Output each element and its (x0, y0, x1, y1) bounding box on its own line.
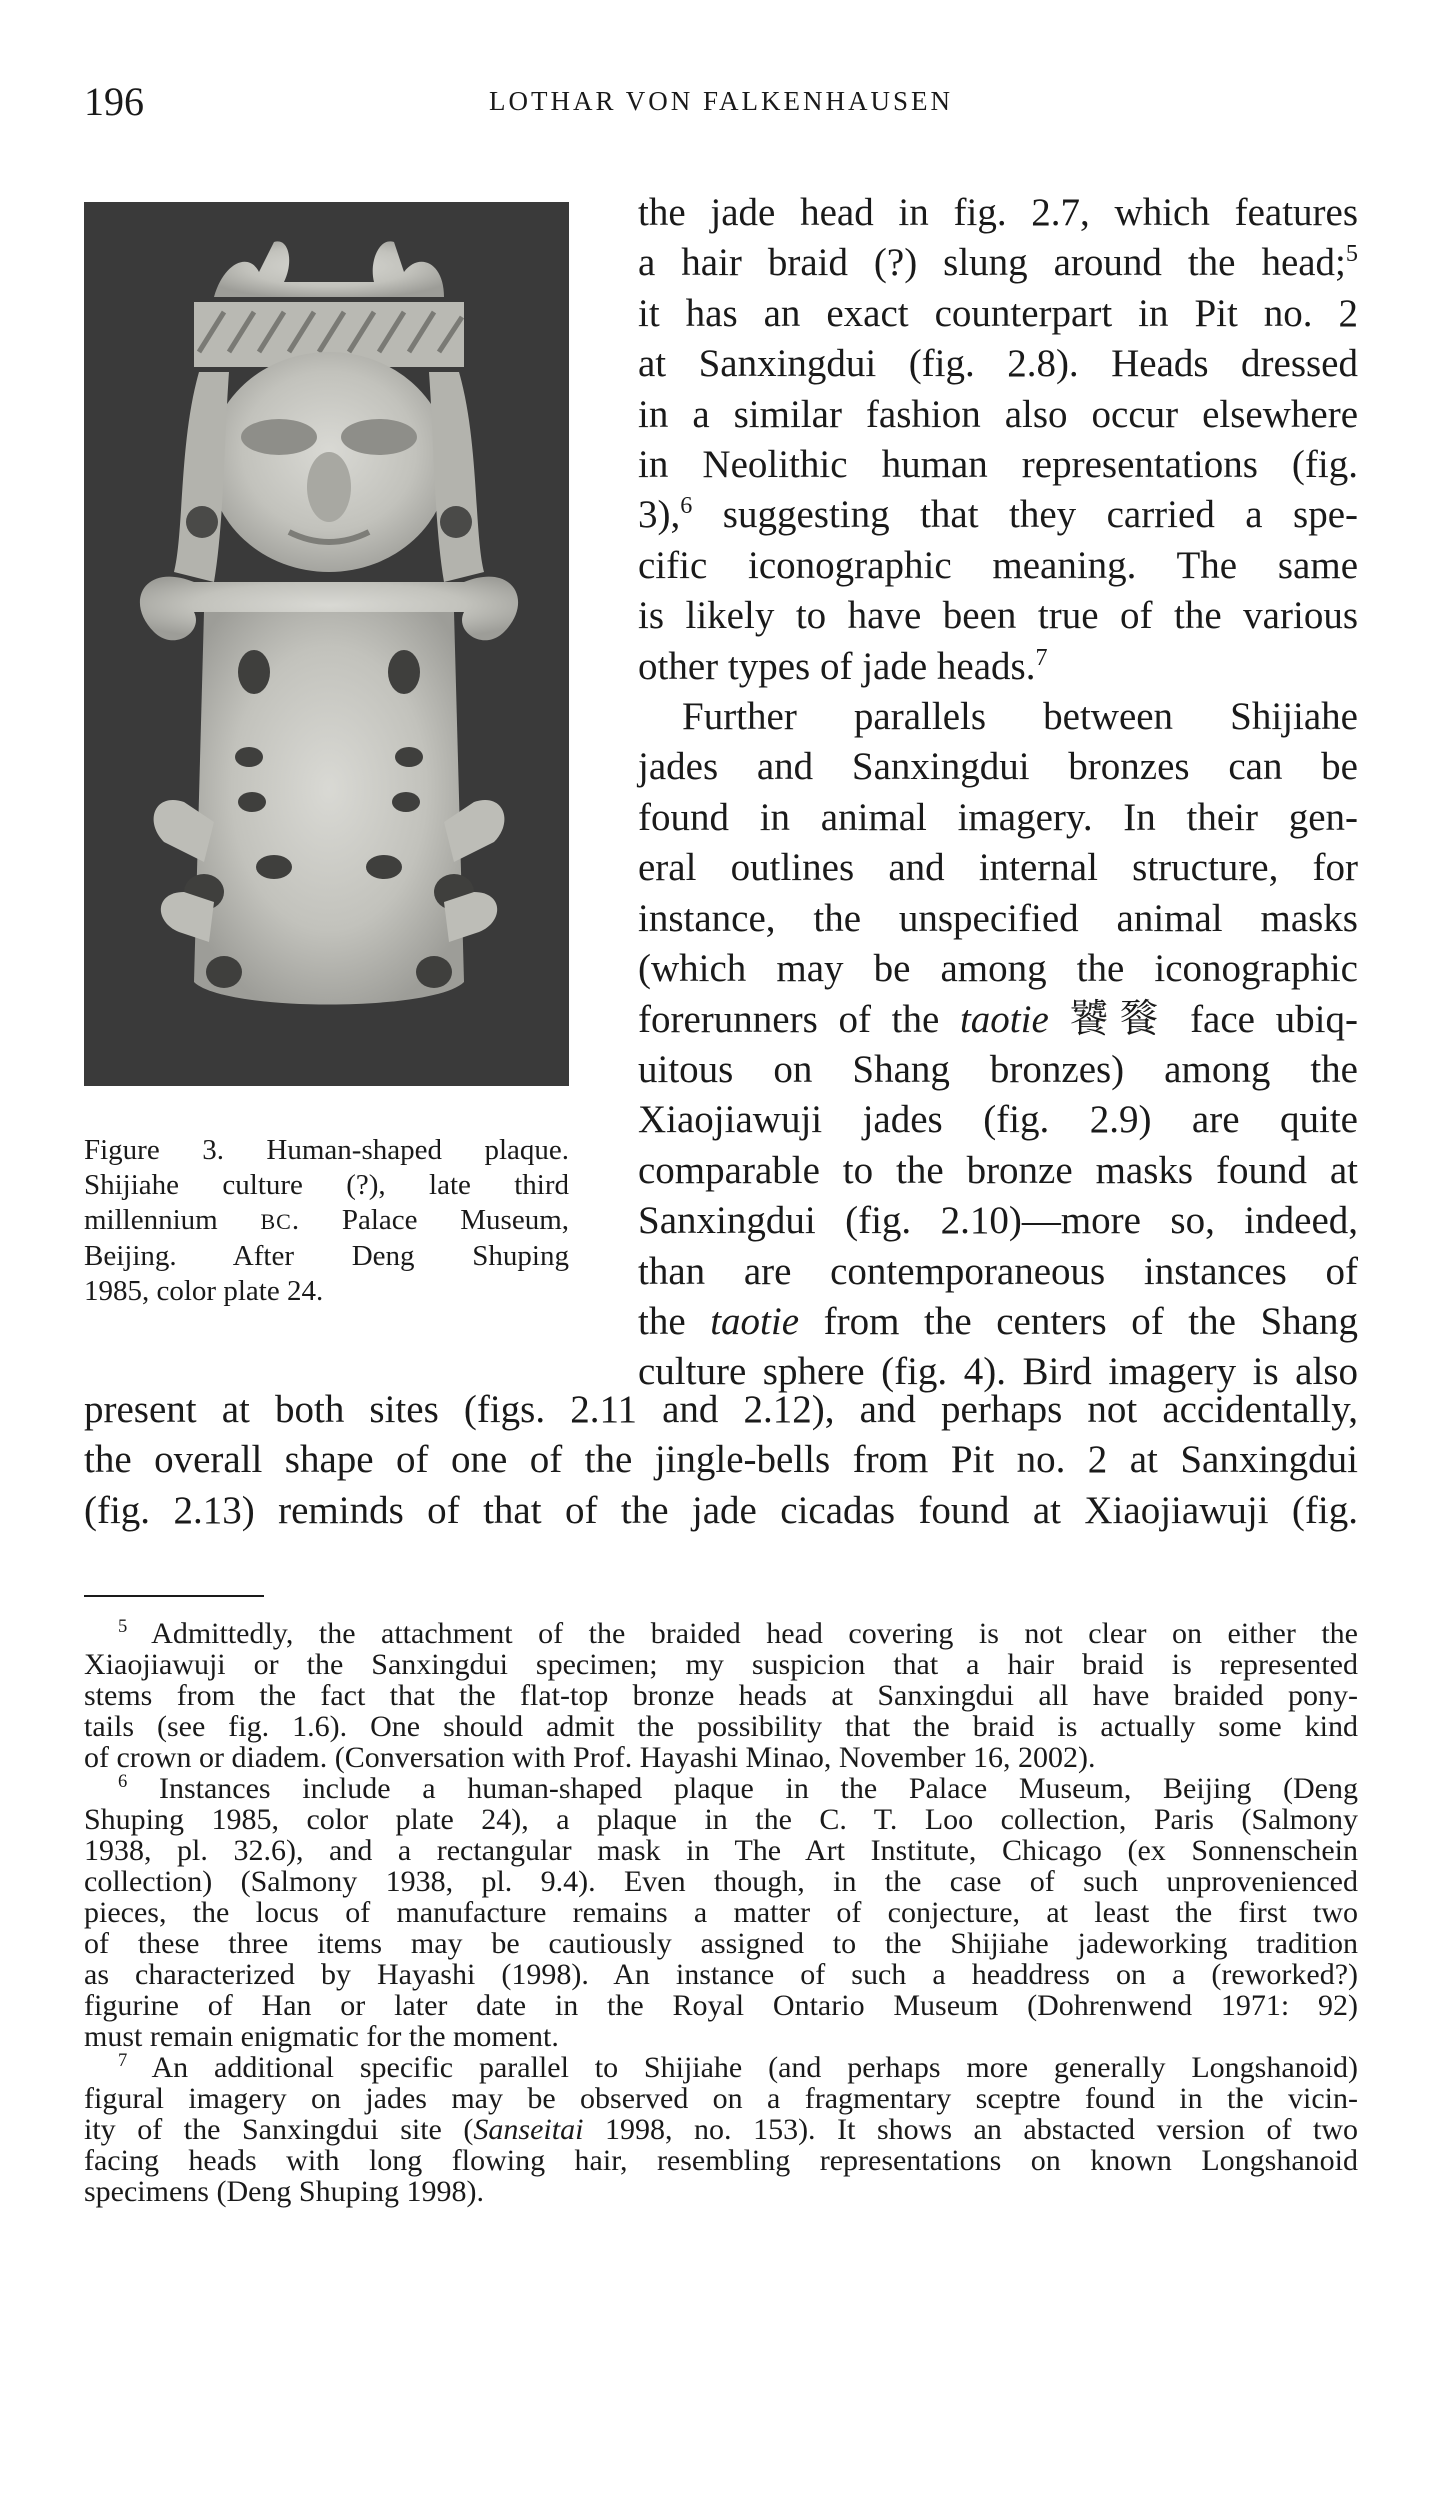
text-line: the taotie from the centers of the Shang (638, 1299, 1358, 1343)
footnote-marker: 5 (118, 1616, 128, 1637)
footnote-line: $^6$ Instances include a human-shaped plaque in the Palace Museum, Beijing (Deng (118, 1771, 1358, 1805)
footnote-line: of crown or diadem. (Conversation with Prof. Hayashi Minao, November 16, 2002). (84, 1741, 1096, 1774)
body-text-full-width (84, 1385, 1358, 1536)
text-line: in a similar fashion also occur elsewhere (638, 392, 1358, 436)
text-line: other types of jade heads.$^7$ (638, 643, 1048, 688)
caption-line: 1985, color plate 24. (84, 1275, 324, 1307)
body-text-right-column (638, 188, 1358, 1398)
caption-line: Beijing. After Deng Shuping (84, 1240, 569, 1272)
footnote-line: as characterized by Hayashi (1998). An instance of such a headdress on a (reworked?) (84, 1958, 1358, 1991)
footnote-ref: 7 (1035, 643, 1048, 671)
footnote-line: 1938, pl. 32.6), and a rectangular mask in The Art Institute, Chicago (ex Sonnenschein (84, 1834, 1358, 1867)
text-line: Xiaojiawuji jades (fig. 2.9) are quite (638, 1098, 1358, 1142)
text-line: is likely to have been true of the various (638, 594, 1358, 638)
text-line: uitous on Shang bronzes) among the (638, 1047, 1358, 1091)
text-line: it has an exact counterpart in Pit no. 2 (638, 291, 1358, 335)
text-line: eral outlines and internal structure, for (638, 846, 1358, 890)
text-line: present at both sites (figs. 2.11 and 2.12), and perhaps not accidentally, (84, 1388, 1358, 1431)
footnote-ref: 5 (1345, 240, 1358, 268)
text-line: than are contemporaneous instances of (638, 1249, 1358, 1293)
footnote-line: $^5$ Admittedly, the attachment of the braided head covering is not clear on either the (118, 1616, 1358, 1650)
footnote-separator (84, 1595, 264, 1597)
text-line: culture sphere (fig. 4). Bird imagery is also (638, 1350, 1358, 1394)
text-line: Further parallels between Shijiahe (682, 695, 1358, 739)
footnote-line: collection) (Salmony 1938, pl. 9.4). Even though, in the case of such unprovenienced (84, 1865, 1358, 1898)
jade-human-plaque-photograph-icon (84, 202, 569, 1086)
footnote-line: figurine of Han or later date in the Royal Ontario Museum (Dohrenwend 1971: 92) (84, 1989, 1358, 2022)
text-line: Sanxingdui (fig. 2.10)—more so, indeed, (638, 1199, 1358, 1243)
text-line: jades and Sanxingdui bronzes can be (638, 745, 1358, 789)
text-line: a hair braid (?) slung around the head;$^5$ (638, 240, 1358, 285)
footnote-7 (84, 2052, 1358, 2207)
footnote-line: pieces, the locus of manufacture remains a matter of conjecture, at least the first two (84, 1896, 1358, 1929)
footnote-line: Xiaojiawuji or the Sanxingdui specimen; my suspicion that a hair braid is represented (84, 1648, 1358, 1681)
text-line: at Sanxingdui (fig. 2.8). Heads dressed (638, 342, 1358, 386)
text-line: in Neolithic human representations (fig. (638, 443, 1358, 487)
footnote-line: specimens (Deng Shuping 1998). (84, 2175, 484, 2208)
footnote-line: tails (see fig. 1.6). One should admit the possibility that the braid is actually some kind (84, 1710, 1358, 1743)
footnote-line: ity of the Sanxingdui site (Sanseitai 1998, no. 153). It shows an abstacted version of two (84, 2113, 1358, 2146)
text-line: found in animal imagery. In their gen- (638, 795, 1358, 839)
footnote-marker: 6 (118, 1771, 128, 1792)
text-line: comparable to the bronze masks found at (638, 1148, 1358, 1192)
footnote-line: must remain enigmatic for the moment. (84, 2020, 559, 2053)
running-head: LOTHAR VON FALKENHAUSEN (489, 86, 953, 116)
text-line: (fig. 2.13) reminds of that of the jade cicadas found at Xiaojiawuji (fig. (84, 1488, 1358, 1532)
figure-3-photograph (84, 202, 569, 1086)
figure-caption (84, 1133, 569, 1309)
caption-line: Shijiahe culture (?), late third (84, 1169, 569, 1201)
caption-line: Figure 3. Human-shaped plaque. (84, 1134, 569, 1166)
text-line: 3),$^6$ suggesting that they carried a spe- (638, 492, 1358, 537)
footnote-line: $^7$ An additional specific parallel to Shijiahe (and perhaps more generally Longshanoid) (118, 2050, 1358, 2084)
footnote-line: Shuping 1985, color plate 24), a plaque in the C. T. Loo collection, Paris (Salmony (84, 1803, 1358, 1836)
text-line: (which may be among the iconographic (638, 947, 1358, 991)
footnote-line: facing heads with long flowing hair, resembling representations on known Longshanoid (84, 2144, 1358, 2177)
footnotes (84, 1618, 1358, 2207)
text-line: the overall shape of one of the jingle-bells from Pit no. 2 at Sanxingdui (84, 1438, 1358, 1482)
footnote-5 (84, 1618, 1358, 1773)
text-line: cific iconographic meaning. The same (638, 543, 1358, 587)
footnote-line: of these three items may be cautiously assigned to the Shijiahe jadeworking tradition (84, 1927, 1358, 1960)
text-line: instance, the unspecified animal masks (638, 896, 1358, 940)
caption-line: millennium BC. Palace Museum, (84, 1204, 569, 1236)
footnote-ref: 6 (680, 492, 693, 520)
footnote-marker: 7 (118, 2050, 128, 2071)
text-line: forerunners of the taotie 饕餮 face ubiq- (638, 997, 1358, 1041)
footnote-6 (84, 1773, 1358, 2052)
footnote-line: stems from the fact that the flat-top bronze heads at Sanxingdui all have braided pony- (84, 1679, 1358, 1712)
page-number: 196 (84, 79, 144, 124)
text-line: the jade head in fig. 2.7, which features (638, 191, 1358, 234)
footnote-line: figural imagery on jades may be observed on a fragmentary sceptre found in the vicin- (84, 2082, 1358, 2115)
